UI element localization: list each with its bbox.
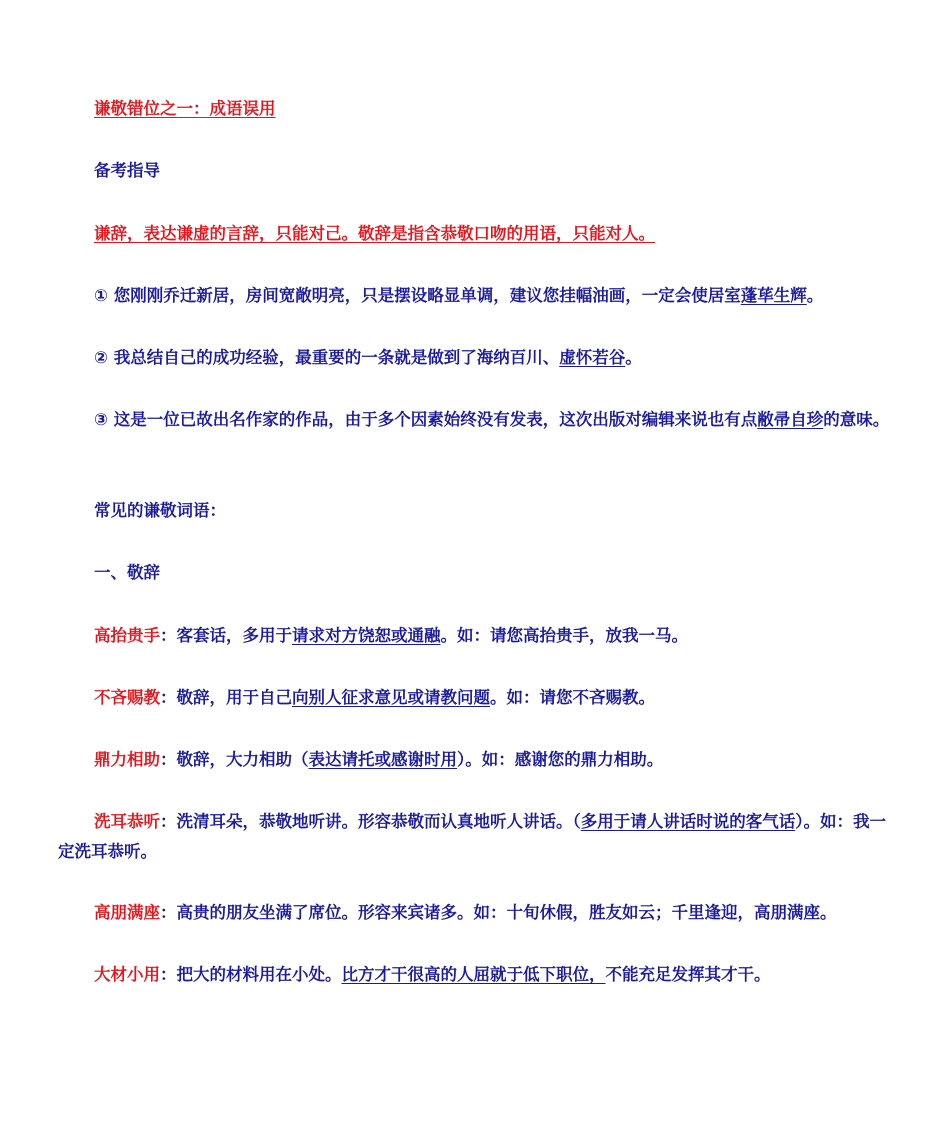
entry-text: ：客套话，多用于 — [160, 626, 292, 645]
entry-underlined-text: 请求对方饶恕或通融 — [292, 626, 441, 645]
entry-term: 高抬贵手 — [94, 626, 160, 645]
entry-item — [58, 683, 898, 713]
example-text: 。 — [625, 348, 642, 367]
example-sentence-1 — [58, 281, 898, 311]
entry-term: 洗耳恭听 — [94, 812, 160, 831]
example-idiom: 敝帚自珍 — [757, 410, 824, 429]
section-heading: 一、敬辞 — [94, 563, 160, 582]
entry-item — [58, 807, 898, 867]
example-sentence-3 — [58, 405, 898, 435]
common-words-heading: 常见的谦敬词语： — [94, 501, 226, 520]
example-text: 的意味。 — [823, 410, 890, 429]
example-sentence-2 — [58, 343, 898, 373]
entry-underlined-text: 表达请托或感谢时用 — [308, 750, 457, 769]
entry-term: 高朋满座 — [94, 903, 160, 922]
entry-text: ）。如：感谢您的鼎力相助。 — [457, 750, 664, 769]
example-idiom: 虚怀若谷 — [559, 348, 626, 367]
entry-term: 大材小用 — [94, 965, 160, 984]
example-idiom: 蓬荜生辉 — [740, 286, 807, 305]
entry-text: ：把大的材料用在小处。 — [160, 965, 342, 984]
entry-text: ：高贵的朋友坐满了席位。形容来宾诸多。如：十旬休假，胜友如云；千里逢迎，高朋满座。 — [160, 903, 837, 922]
example-text: ① 您刚刚乔迁新居，房间宽敞明亮，只是摆设略显单调，建议您挂幅油画，一定会使居室 — [94, 286, 741, 305]
guide-heading: 备考指导 — [94, 161, 160, 180]
entry-item — [58, 621, 898, 651]
entry-text: ：敬辞，用于自己 — [160, 688, 292, 707]
entry-item — [58, 745, 898, 775]
definition-text: 谦辞，表达谦虚的言辞，只能对己。敬辞是指含恭敬口吻的用语，只能对人。 — [94, 224, 655, 243]
entry-underlined-text: 比方才干很高的人屈就于低下职位， — [341, 965, 606, 984]
entry-text: ：洗清耳朵，恭敬地听讲。形容恭敬而认真地听人讲话。（ — [160, 812, 581, 831]
example-text: ② 我总结自己的成功经验，最重要的一条就是做到了海纳百川、 — [94, 348, 560, 367]
entry-item — [58, 960, 898, 990]
entry-item — [58, 898, 898, 928]
entry-text: 。如：请您高抬贵手，放我一马。 — [440, 626, 688, 645]
entry-text: ）。如：我一定洗耳恭听。 — [58, 812, 886, 861]
example-text: 。 — [806, 286, 824, 305]
entry-term: 鼎力相助 — [94, 750, 160, 769]
entry-text: 。如：请您不吝赐教。 — [490, 688, 655, 707]
example-text: ③ 这是一位已故出名作家的作品，由于多个因素始终没有发表，这次出版对编辑来说也有点 — [94, 410, 758, 429]
entry-text: ：敬辞，大力相助（ — [160, 750, 309, 769]
entry-underlined-text: 向别人征求意见或请教问题 — [292, 688, 490, 707]
entry-text: 不能充足发挥其才干。 — [605, 965, 771, 984]
entry-underlined-text: 多用于请人讲话时说的客气话 — [580, 812, 796, 831]
entry-term: 不吝赐教 — [94, 688, 160, 707]
page-title: 谦敬错位之一：成语误用 — [94, 99, 276, 118]
